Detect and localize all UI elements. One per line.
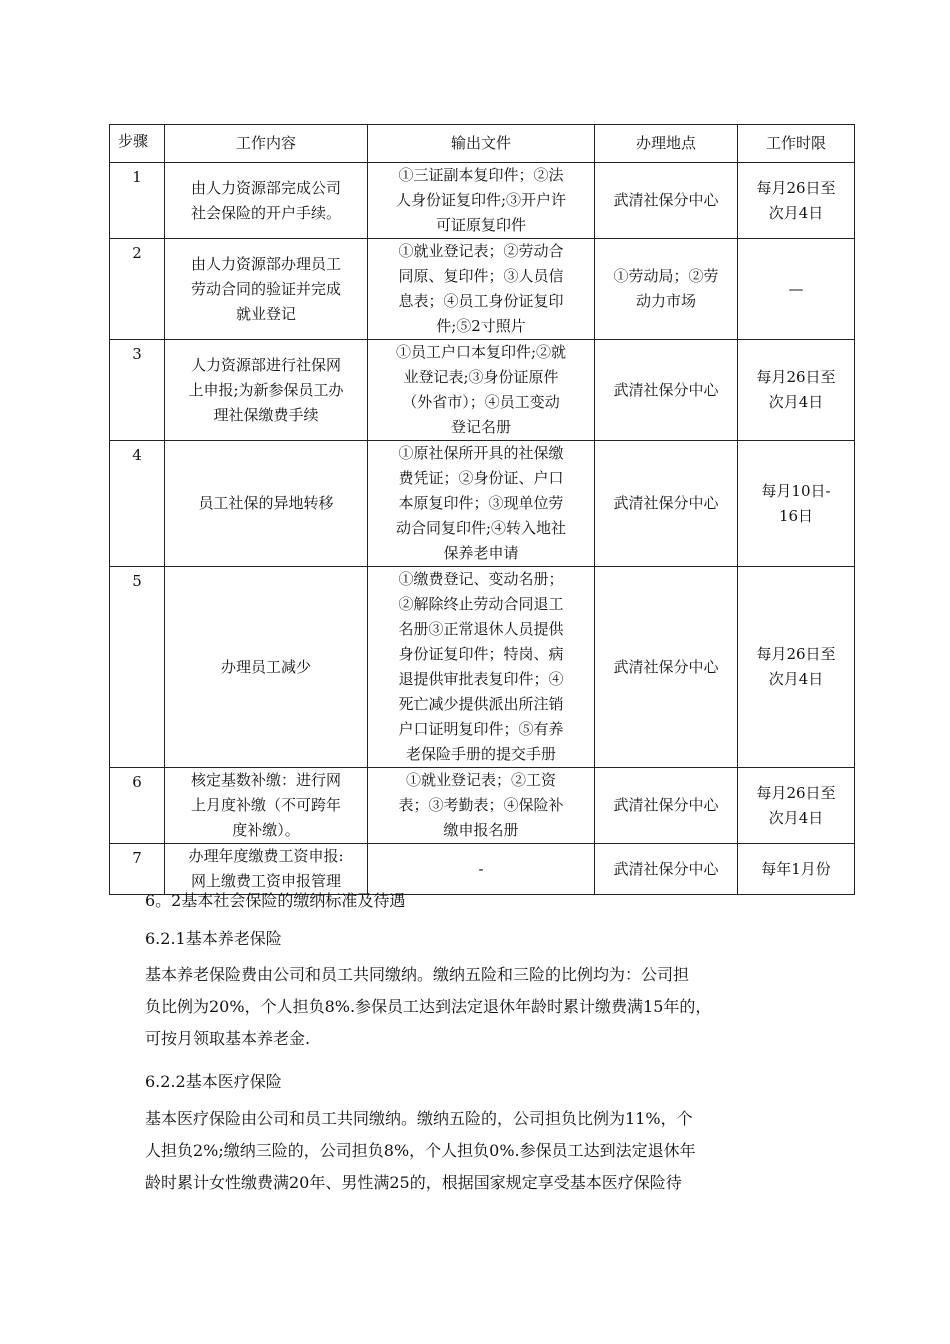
step-number: 1 (110, 163, 165, 239)
cell-line: 核定基数补缴：进行网 (190, 771, 341, 789)
work-content-cell (165, 239, 368, 340)
cell-line: 可证原复印件 (435, 216, 526, 234)
time-limit-cell (738, 239, 855, 340)
cell-line: 武清社保分中心 (613, 859, 719, 878)
cell-line: 件;⑤2寸照片 (436, 317, 526, 335)
cell-line: 缴申报名册 (443, 821, 519, 839)
step-number: 5 (110, 567, 165, 768)
cell-line: 名册③正常退休人员提供 (398, 620, 564, 638)
table-row (110, 163, 855, 239)
table-header-row (110, 125, 855, 163)
header-content: 工作内容 (165, 125, 368, 163)
cell-line: ②解除终止劳动合同退工 (398, 595, 564, 613)
cell-line: 身份证复印件；特岗、病 (398, 645, 564, 663)
time-limit-cell (738, 163, 855, 239)
cell-line: 理社保缴费手续 (213, 405, 319, 424)
location-cell (595, 567, 738, 768)
output-files-cell (368, 567, 595, 768)
cell-line: 武清社保分中心 (613, 796, 719, 814)
cell-line: ①就业登记表；②劳动合 (398, 242, 564, 260)
time-limit-cell (738, 340, 855, 441)
header-output: 输出文件 (368, 125, 595, 163)
step-number: 3 (110, 340, 165, 441)
cell-line: 社会保险的开户手续。 (190, 203, 341, 222)
step-number: 7 (110, 844, 165, 895)
location-cell (595, 340, 738, 441)
cell-line: 度补缴）。 (232, 821, 300, 839)
paragraph-medical (145, 1103, 835, 1199)
step-number: 4 (110, 441, 165, 567)
location-cell (595, 441, 738, 567)
paragraph-line: 龄时累计女性缴费满20年、男性满25的，根据国家规定享受基本医疗保险待 (145, 1173, 682, 1192)
location-cell (595, 239, 738, 340)
work-content-cell (165, 163, 368, 239)
cell-line: 由人力资源部办理员工 (190, 254, 341, 273)
step-number: 6 (110, 768, 165, 844)
cell-line: 武清社保分中心 (613, 191, 719, 209)
paragraph-line: 基本医疗保险由公司和员工共同缴纳。缴纳五险的，公司担负比例为11%，个 (145, 1109, 693, 1128)
location-cell (595, 163, 738, 239)
work-content-cell (165, 340, 368, 441)
cell-line: 每年1月份 (761, 859, 831, 878)
procedure-table (109, 124, 855, 895)
section-title: 6。2基本社会保险的缴纳标准及待遇 (145, 891, 406, 910)
subsection-title-pension: 6.2.1基本养老保险 (145, 929, 282, 948)
cell-line: 息表；④员工身份证复印 (398, 292, 564, 310)
cell-line: 上申报;为新参保员工办 (188, 380, 344, 399)
output-files-cell (368, 768, 595, 844)
cell-line: 登记名册 (450, 418, 511, 436)
cell-line: 办理员工减少 (220, 657, 311, 676)
output-files-cell (368, 340, 595, 441)
work-content-cell (165, 567, 368, 768)
cell-line: 人身份证复印件;③开户许 (395, 191, 567, 209)
output-files-cell (368, 239, 595, 340)
paragraph-line: 负比例为20%，个人担负8%.参保员工达到法定退休年龄时累计缴费满15年的， (145, 997, 712, 1016)
subsection-title-medical: 6.2.2基本医疗保险 (145, 1072, 282, 1091)
table-body (110, 163, 855, 895)
cell-line: 退提供审批表复印件；④ (398, 670, 564, 688)
output-files-cell (368, 163, 595, 239)
location-cell (595, 768, 738, 844)
header-time: 工作时限 (738, 125, 855, 163)
cell-line: 劳动合同的验证并完成 (190, 279, 341, 298)
cell-line: 同原、复印件；③人员信 (398, 267, 564, 285)
time-limit-cell (738, 768, 855, 844)
time-limit-cell (738, 567, 855, 768)
cell-line: 网上缴费工资申报管理 (190, 872, 341, 890)
cell-line: 武清社保分中心 (613, 380, 719, 399)
cell-line: ①就业登记表；②工资 (405, 771, 556, 789)
step-number: 2 (110, 239, 165, 340)
cell-line: ①员工户口本复印件;②就 (395, 343, 567, 361)
cell-line: 每月26日至 (756, 368, 836, 386)
paragraph-pension (145, 959, 835, 1055)
paragraph-line: 基本养老保险费由公司和员工共同缴纳。缴纳五险和三险的比例均为：公司担 (145, 965, 690, 984)
cell-line: 武清社保分中心 (613, 494, 719, 512)
cell-line: 表；③考勤表；④保险补 (398, 796, 564, 814)
cell-line: 武清社保分中心 (613, 657, 719, 676)
table-row (110, 441, 855, 567)
table-row (110, 340, 855, 441)
cell-line: 每月26日至 (756, 178, 836, 197)
cell-line: ①缴费登记、变动名册； (398, 570, 564, 588)
header-step: 步骤 (110, 125, 165, 163)
cell-line: 每月26日至 (756, 645, 836, 663)
cell-line: 动力市场 (635, 292, 696, 310)
cell-line: ①原社保所开具的社保缴 (398, 444, 564, 462)
table-row (110, 239, 855, 340)
cell-line: 本原复印件；③现单位劳 (398, 494, 564, 512)
cell-line: 每月10日- (761, 481, 831, 500)
cell-line: 业登记表;③身份证原件 (403, 368, 559, 386)
cell-line: 16日 (778, 506, 814, 525)
cell-line: 每月26日至 (756, 783, 836, 802)
header-place: 办理地点 (595, 125, 738, 163)
cell-line: 人力资源部进行社保网 (190, 355, 341, 374)
cell-line: 员工社保的异地转移 (198, 494, 334, 512)
cell-line: 就业登记 (235, 304, 296, 323)
cell-line: 次月4日 (768, 808, 824, 827)
cell-line: 户口证明复印件；⑤有养 (398, 720, 564, 738)
cell-line: 办理年度缴费工资申报: (188, 847, 344, 865)
cell-line: - (478, 859, 484, 878)
table-row (110, 567, 855, 768)
cell-line: 动合同复印件;④转入地社 (395, 519, 567, 537)
cell-line: 上月度补缴（不可跨年 (190, 796, 341, 814)
cell-line: 费凭证；②身份证、户口 (398, 469, 564, 487)
cell-line: — (788, 279, 804, 298)
paragraph-line: 可按月领取基本养老金. (145, 1029, 311, 1048)
cell-line: （外省市）；④员工变动 (402, 393, 560, 411)
time-limit-cell (738, 441, 855, 567)
cell-line: ①劳动局；②劳 (613, 267, 719, 285)
output-files-cell (368, 441, 595, 567)
work-content-cell (165, 441, 368, 567)
paragraph-line: 人担负2%;缴纳三险的，公司担负8%，个人担负0%.参保员工达到法定退休年 (145, 1141, 696, 1160)
cell-line: 次月4日 (768, 393, 824, 411)
cell-line: 老保险手册的提交手册 (405, 745, 556, 763)
table-row (110, 768, 855, 844)
work-content-cell (165, 768, 368, 844)
cell-line: 由人力资源部完成公司 (190, 178, 341, 197)
cell-line: ①三证副本复印件；②法 (398, 166, 564, 184)
cell-line: 次月4日 (768, 203, 824, 222)
cell-line: 次月4日 (768, 670, 824, 688)
cell-line: 保养老申请 (443, 544, 519, 562)
cell-line: 死亡减少提供派出所注销 (398, 695, 564, 713)
